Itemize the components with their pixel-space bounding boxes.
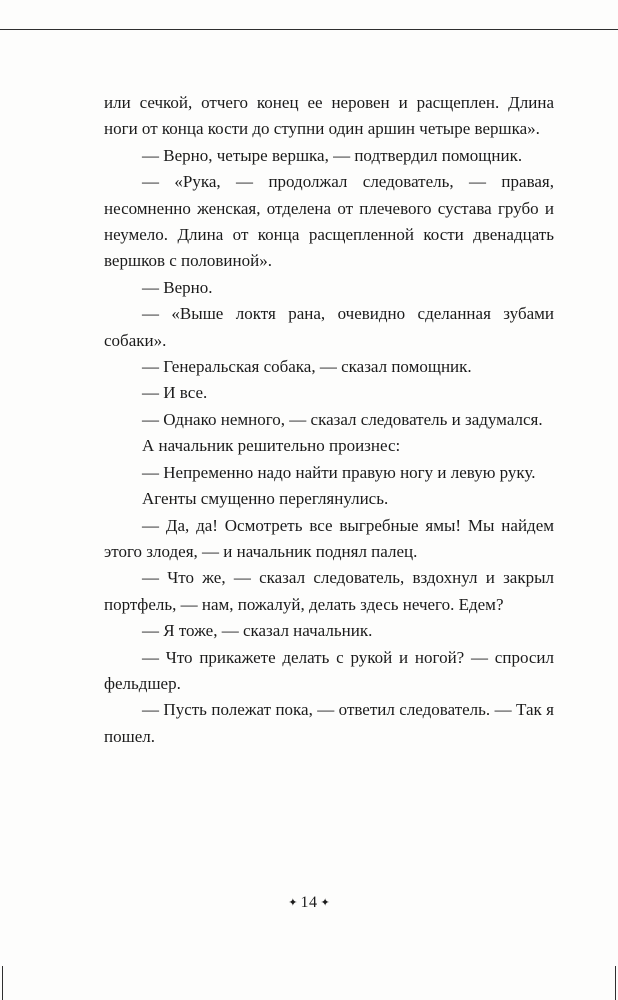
diamond-icon: ✦ — [320, 897, 330, 909]
page-frame-bottom-left-tick — [2, 966, 3, 1000]
book-page-text — [104, 90, 554, 750]
paragraph: — «Рука, — продолжал следователь, — правая, несомненно женская, отделена от плечевого сустава грубо и неумело. Длина от конца расщепленной кости двенадцать вершков с половиной». — [104, 172, 554, 271]
page-footer — [0, 894, 618, 912]
page-number: 14 — [300, 894, 318, 911]
paragraph: — Я тоже, — сказал начальник. — [142, 621, 373, 641]
paragraph: — Да, да! Осмотреть все выгребные ямы! Мы найдем этого злодея, — и начальник поднял палец. — [104, 515, 554, 561]
page-frame-bottom-right-tick — [615, 966, 616, 1000]
paragraph: — Пусть полежат пока, — ответил следователь. — Так я пошел. — [104, 700, 554, 746]
paragraph: — Генеральская собака, — сказал помощник. — [142, 357, 472, 377]
paragraph: Агенты смущенно переглянулись. — [142, 489, 389, 509]
paragraph: — И все. — [142, 383, 208, 403]
paragraph: — Что прикажете делать с рукой и ногой? — спросил фельдшер. — [104, 647, 554, 693]
paragraph: — Однако немного, — сказал следователь и задумался. — [142, 409, 543, 429]
diamond-icon: ✦ — [288, 897, 298, 909]
paragraph: А начальник решительно произнес: — [142, 436, 401, 456]
paragraph: — Верно, четыре вершка, — подтвердил помощник. — [142, 145, 523, 165]
paragraph: — Непременно надо найти правую ногу и левую руку. — [142, 462, 536, 482]
page-frame-top-rule — [0, 29, 618, 30]
paragraph: или сечкой, отчего конец ее неровен и расщеплен. Длина ноги от конца кости до ступни один аршин четыре вершка». — [104, 93, 554, 139]
paragraph: — Верно. — [142, 277, 213, 297]
paragraph: — Что же, — сказал следователь, вздохнул и закрыл портфель, — нам, пожалуй, делать здесь нечего. Едем? — [104, 568, 554, 614]
paragraph: — «Выше локтя рана, очевидно сделанная зубами собаки». — [104, 304, 554, 350]
